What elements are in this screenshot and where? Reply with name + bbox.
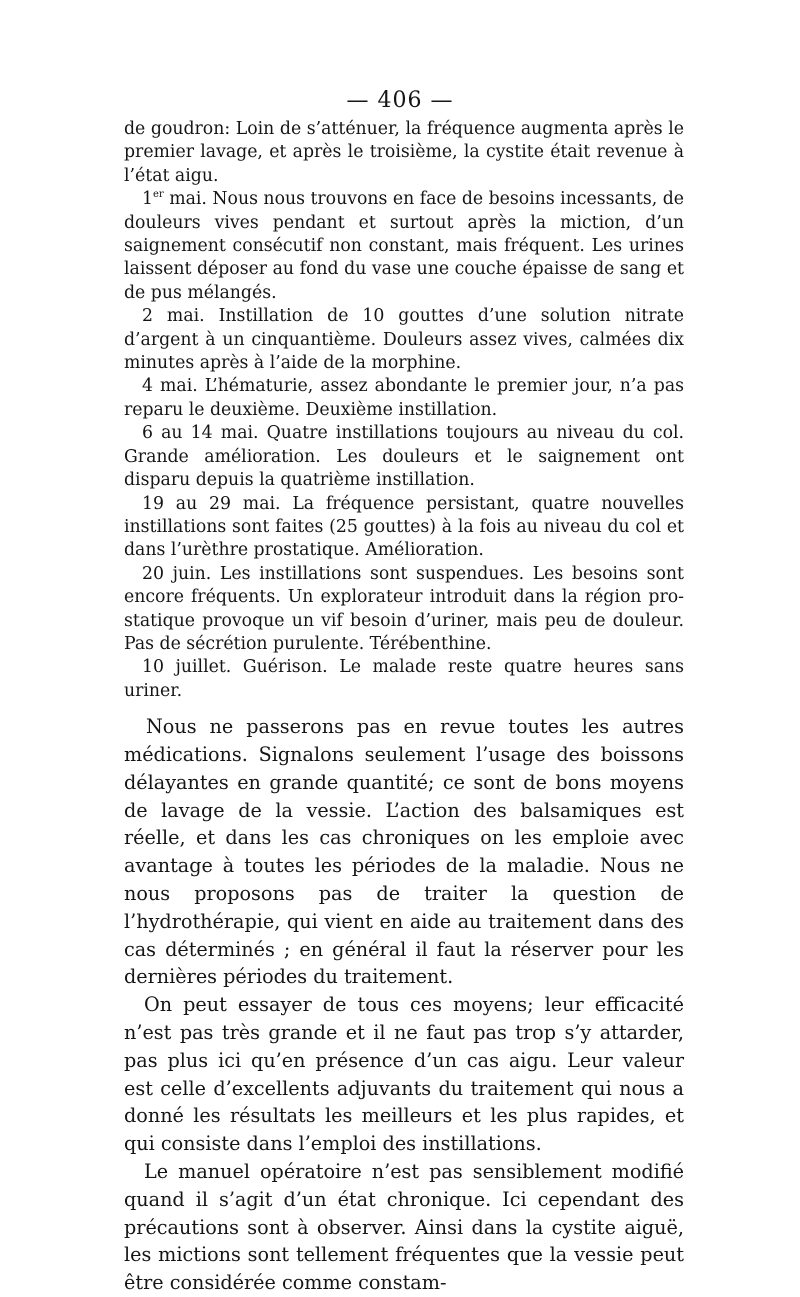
main-text (124, 713, 684, 1297)
note-date-month: mai. (163, 189, 207, 210)
case-note: 10 juillet. Guérison. Le malade reste quatre heures sans uriner. (124, 657, 684, 701)
case-note (124, 188, 684, 305)
case-note: 2 mai. Instillation de 10 gouttes d’une solution nitrate d’argent à un cinquantième. Douleurs assez vives, calmées dix minutes après à l’aide de la morphine. (124, 306, 684, 374)
note-text: Nous nous trouvons en face de besoins incessants, de douleurs vives pendant et surtout après la miction, d’un saignement consécutif non constant, mais fréquent. Les urines laissent déposer au fond du vase une couche épaisse de sang et de pus mélangés. (124, 189, 685, 303)
case-note: 20 juin. Les instillations sont suspendues. Les besoins sont encore fréquents. Un explorateur introduit dans la région prostatique provoque un vif besoin d’uriner, mais peu de douleur. Pas de sécrétion purulente. Térébenthine. (124, 563, 684, 654)
case-notes (124, 118, 684, 703)
page-number: — 406 — (346, 88, 454, 113)
page-body (124, 118, 684, 1297)
paragraph: Le manuel opératoire n’est pas sensiblement modifié quand il s’agit d’un état chronique. Ici cependant des précautions sont à observer. Ainsi dans la cystite aiguë, les mictions sont tellement fréquentes que la vessie peut être considérée comme constam- (124, 1159, 684, 1295)
note-date-superscript: er (153, 189, 164, 201)
paragraph: Nous ne passerons pas en revue toutes les autres médications. Signalons seulement l’usage des boissons délayantes en grande quantité; ce sont de bons moyens de lavage de la vessie. L’action des balsamiques est réelle, et dans les cas chroniques on les emploie avec avantage à toutes les périodes de la maladie. Nous ne nous proposons pas de traiter la question de l’hydrothérapie, qui vient en aide au traitement dans des cas déterminés ; en général il faut la réserver pour les dernières périodes du traitement. (124, 715, 684, 989)
case-note: 19 au 29 mai. La fréquence persistant, quatre nouvelles instillations sont faites (25 gouttes) à la fois au niveau du col et dans l’urèthre prostatique. Amélioration. (124, 493, 684, 561)
paragraph: On peut essayer de tous ces moyens; leur efficacité n’est pas très grande et il ne faut pas trop s’y attarder, pas plus ici qu’en présence d’un cas aigu. Leur valeur est celle d’excellents adjuvants du traitement qui nous a donné les résultats les meilleurs et les plus rapides, et qui consiste dans l’emploi des instillations. (124, 993, 684, 1156)
case-note: 6 au 14 mai. Quatre instillations toujours au niveau du col. Grande amélioration. Les douleurs et le saignement ont disparu depuis la quatrième instillation. (124, 423, 684, 491)
case-note: de goudron: Loin de s’atténuer, la fréquence augmenta après le premier lavage, et après le troisième, la cystite était revenue à l’état aigu. (124, 119, 684, 186)
case-note: 4 mai. L’hématurie, assez abondante le premier jour, n’a pas reparu le deuxième. Deuxième instillation. (124, 376, 684, 420)
note-date-day: 1 (142, 189, 153, 210)
